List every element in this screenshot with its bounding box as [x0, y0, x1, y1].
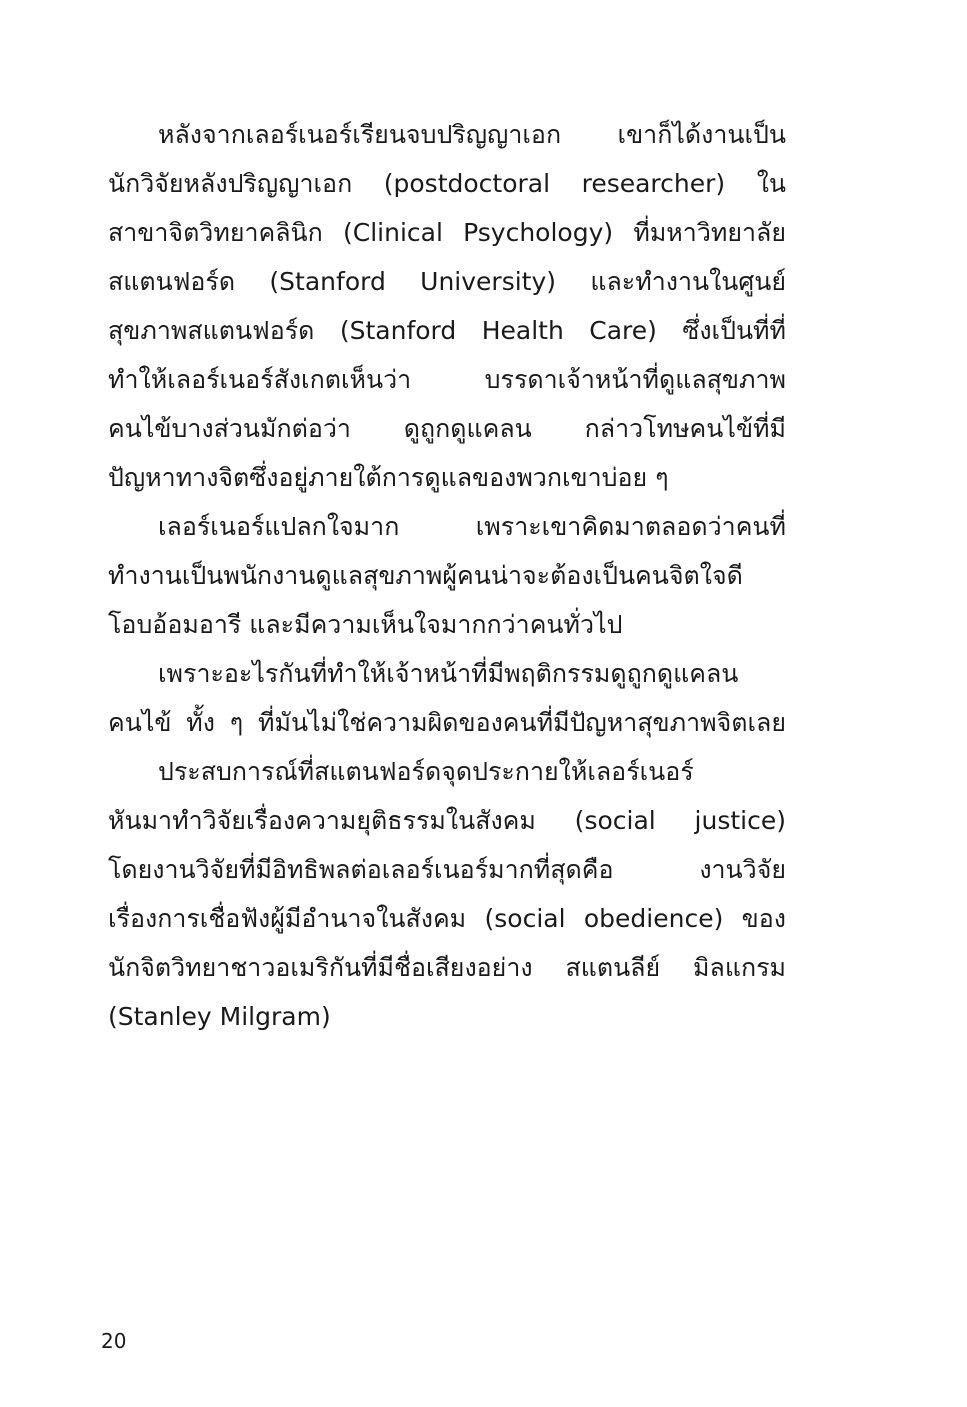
paragraph-1-line-8: ปัญหาทางจิตซึ่งอยู่ภายใต้การดูแลของพวกเขาบ่อย ๆ	[108, 463, 669, 492]
paragraph-3-line-2: คนไข้ ทั้ง ๆ ที่มันไม่ใช่ความผิดของคนที่มีปัญหาสุขภาพจิตเลย	[108, 708, 786, 737]
paragraph-2-line-1: เลอร์เนอร์แปลกใจมาก เพราะเขาคิดมาตลอดว่าคนที่	[158, 512, 786, 541]
paragraph-4-line-4: เรื่องการเชื่อฟังผู้มีอำนาจในสังคม (social obedience) ของ	[108, 904, 786, 933]
paragraph-4-line-3: โดยงานวิจัยที่มีอิทธิพลต่อเลอร์เนอร์มากที่สุดคือ งานวิจัย	[108, 855, 786, 884]
paragraph-4-line-2: หันมาทำวิจัยเรื่องความยุติธรรมในสังคม (social justice)	[108, 806, 786, 835]
paragraph-1-line-2: นักวิจัยหลังปริญญาเอก (postdoctoral researcher) ใน	[108, 169, 786, 198]
paragraph-2-line-3: โอบอ้อมอารี และมีความเห็นใจมากกว่าคนทั่วไป	[108, 610, 623, 639]
page-number: 20	[101, 1329, 127, 1353]
paragraph-1-line-5: สุขภาพสแตนฟอร์ด (Stanford Health Care) ซึ่งเป็นที่ที่	[108, 316, 786, 345]
paragraph-3-line-1: เพราะอะไรกันที่ทำให้เจ้าหน้าที่มีพฤติกรรมดูถูกดูแคลน	[158, 659, 739, 688]
paragraph-1-line-1: หลังจากเลอร์เนอร์เรียนจบปริญญาเอก เขาก็ได้งานเป็น	[158, 120, 786, 149]
paragraph-1-line-4: สแตนฟอร์ด (Stanford University) และทำงานในศูนย์	[108, 267, 786, 296]
paragraph-1-line-6: ทำให้เลอร์เนอร์สังเกตเห็นว่า บรรดาเจ้าหน้าที่ดูแลสุขภาพ	[108, 365, 786, 394]
paragraph-1-line-7: คนไข้บางส่วนมักต่อว่า ดูถูกดูแคลน กล่าวโทษคนไข้ที่มี	[108, 414, 786, 443]
paragraph-2-line-2: ทำงานเป็นพนักงานดูแลสุขภาพผู้คนน่าจะต้องเป็นคนจิตใจดี	[108, 561, 743, 590]
paragraph-1-line-3: สาขาจิตวิทยาคลินิก (Clinical Psychology) ที่มหาวิทยาลัย	[108, 218, 786, 247]
paragraph-4-line-6: (Stanley Milgram)	[108, 1002, 331, 1031]
paragraph-4-line-1: ประสบการณ์ที่สแตนฟอร์ดจุดประกายให้เลอร์เนอร์	[158, 757, 694, 786]
paragraph-4-line-5: นักจิตวิทยาชาวอเมริกันที่มีชื่อเสียงอย่าง สแตนลีย์ มิลแกรม	[108, 953, 786, 982]
